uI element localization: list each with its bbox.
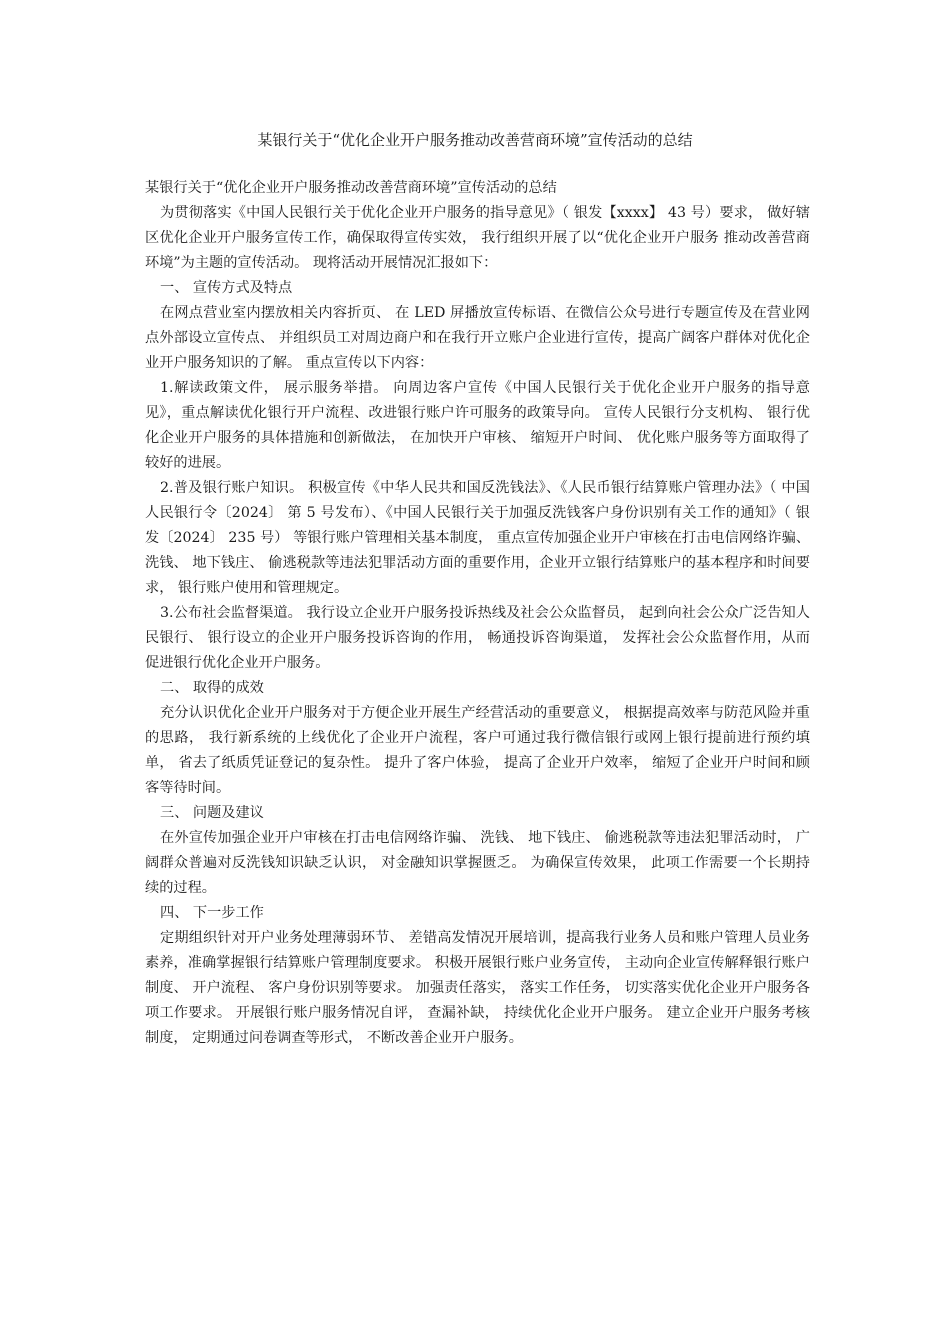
section-heading-4: 四、 下一步工作 (160, 905, 264, 921)
section-heading-2: 二、 取得的成效 (160, 680, 264, 696)
section-3-paragraph-1: 在外宣传加强企业开户审核在打击电信网络诈骗、 洗钱、 地下钱庄、 偷逃税款等违法犯罪活动时， 广阔群众普遍对反洗钱知识缺乏认识， 对金融知识掌握匮乏。 为确保宣传效果， 此项工作需要一个长期持续的过程。 (145, 830, 810, 896)
section-4-paragraph-1: 定期组织针对开户业务处理薄弱环节、 差错高发情况开展培训，提高我行业务人员和账户管理人员业务素养，准确掌握银行结算账户管理制度要求。 积极开展银行账户业务宣传， 主动向企业宣传解释银行账户制度、 开户流程、 客户身份识别等要求。 加强责任落实， 落实工作任务， 切实落实优化企业开户服务各项工作要求。 开展银行账户服务情况自评， 查漏补缺， 持续优化企业开户服务。 建立企业开户服务考核制度， 定期通过问卷调查等形式， 不断改善企业开户服务。 (145, 930, 810, 1046)
document-title: 某银行关于“优化企业开户服务推动改善营商环境”宣传活动的总结 (257, 131, 693, 149)
document-subtitle: 某银行关于“优化企业开户服务推动改善营商环境”宣传活动的总结 (145, 180, 557, 196)
section-1-paragraph-1: 在网点营业室内摆放相关内容折页、 在 LED 屏播放宣传标语、在微信公众号进行专题宣传及在营业网点外部设立宣传点、 并组织员工对周边商户和在我行开立账户企业进行宣传，提高广阔客户群体对优化企业开户服务知识的了解。 重点宣传以下内容： (145, 305, 810, 371)
section-1-paragraph-4: 3.公布社会监督渠道。 我行设立企业开户服务投诉热线及社会公众监督员， 起到向社会公众广泛告知人民银行、 银行设立的企业开户服务投诉咨询的作用， 畅通投诉咨询渠道， 发挥社会公众监督作用，从而促进银行优化企业开户服务。 (145, 605, 810, 671)
section-heading-3: 三、 问题及建议 (160, 805, 264, 821)
intro-paragraph: 为贯彻落实《中国人民银行关于优化企业开户服务的指导意见》（ 银发【xxxx】 43 号）要求， 做好辖区优化企业开户服务宣传工作，确保取得宣传实效， 我行组织开展了以“优化企业开户服务 推动改善营商环境”为主题的宣传活动。 现将活动开展情况汇报如下： (145, 205, 810, 271)
document-body (145, 176, 810, 1051)
section-1-paragraph-2: 1.解读政策文件， 展示服务举措。 向周边客户宣传《中国人民银行关于优化企业开户服务的指导意见》，重点解读优化银行开户流程、改进银行账户许可服务的政策导向。 宣传人民银行分支机构、 银行优化企业开户服务的具体措施和创新做法， 在加快开户审核、 缩短开户时间、 优化账户服务等方面取得了较好的进展。 (145, 380, 810, 471)
section-2-paragraph-1: 充分认识优化企业开户服务对于方便企业开展生产经营活动的重要意义， 根据提高效率与防范风险并重的思路， 我行新系统的上线优化了企业开户流程，客户可通过我行微信银行或网上银行提前进行预约填单， 省去了纸质凭证登记的复杂性。 提升了客户体验， 提高了企业开户效率， 缩短了企业开户时间和顾客等待时间。 (145, 705, 810, 796)
section-heading-1: 一、 宣传方式及特点 (160, 280, 293, 296)
section-1-paragraph-3: 2.普及银行账户知识。 积极宣传《中华人民共和国反洗钱法》、《人民币银行结算账户管理办法》（ 中国人民银行令〔2024〕 第 5 号发布）、《中国人民银行关于加强反洗钱客户身份识别有关工作的通知》（ 银发〔2024〕 235 号） 等银行账户管理相关基本制度， 重点宣传加强企业开户审核在打击电信网络诈骗、 洗钱、 地下钱庄、 偷逃税款等违法犯罪活动方面的重要作用，企业开立银行结算账户的基本程序和时间要求， 银行账户使用和管理规定。 (145, 480, 810, 596)
